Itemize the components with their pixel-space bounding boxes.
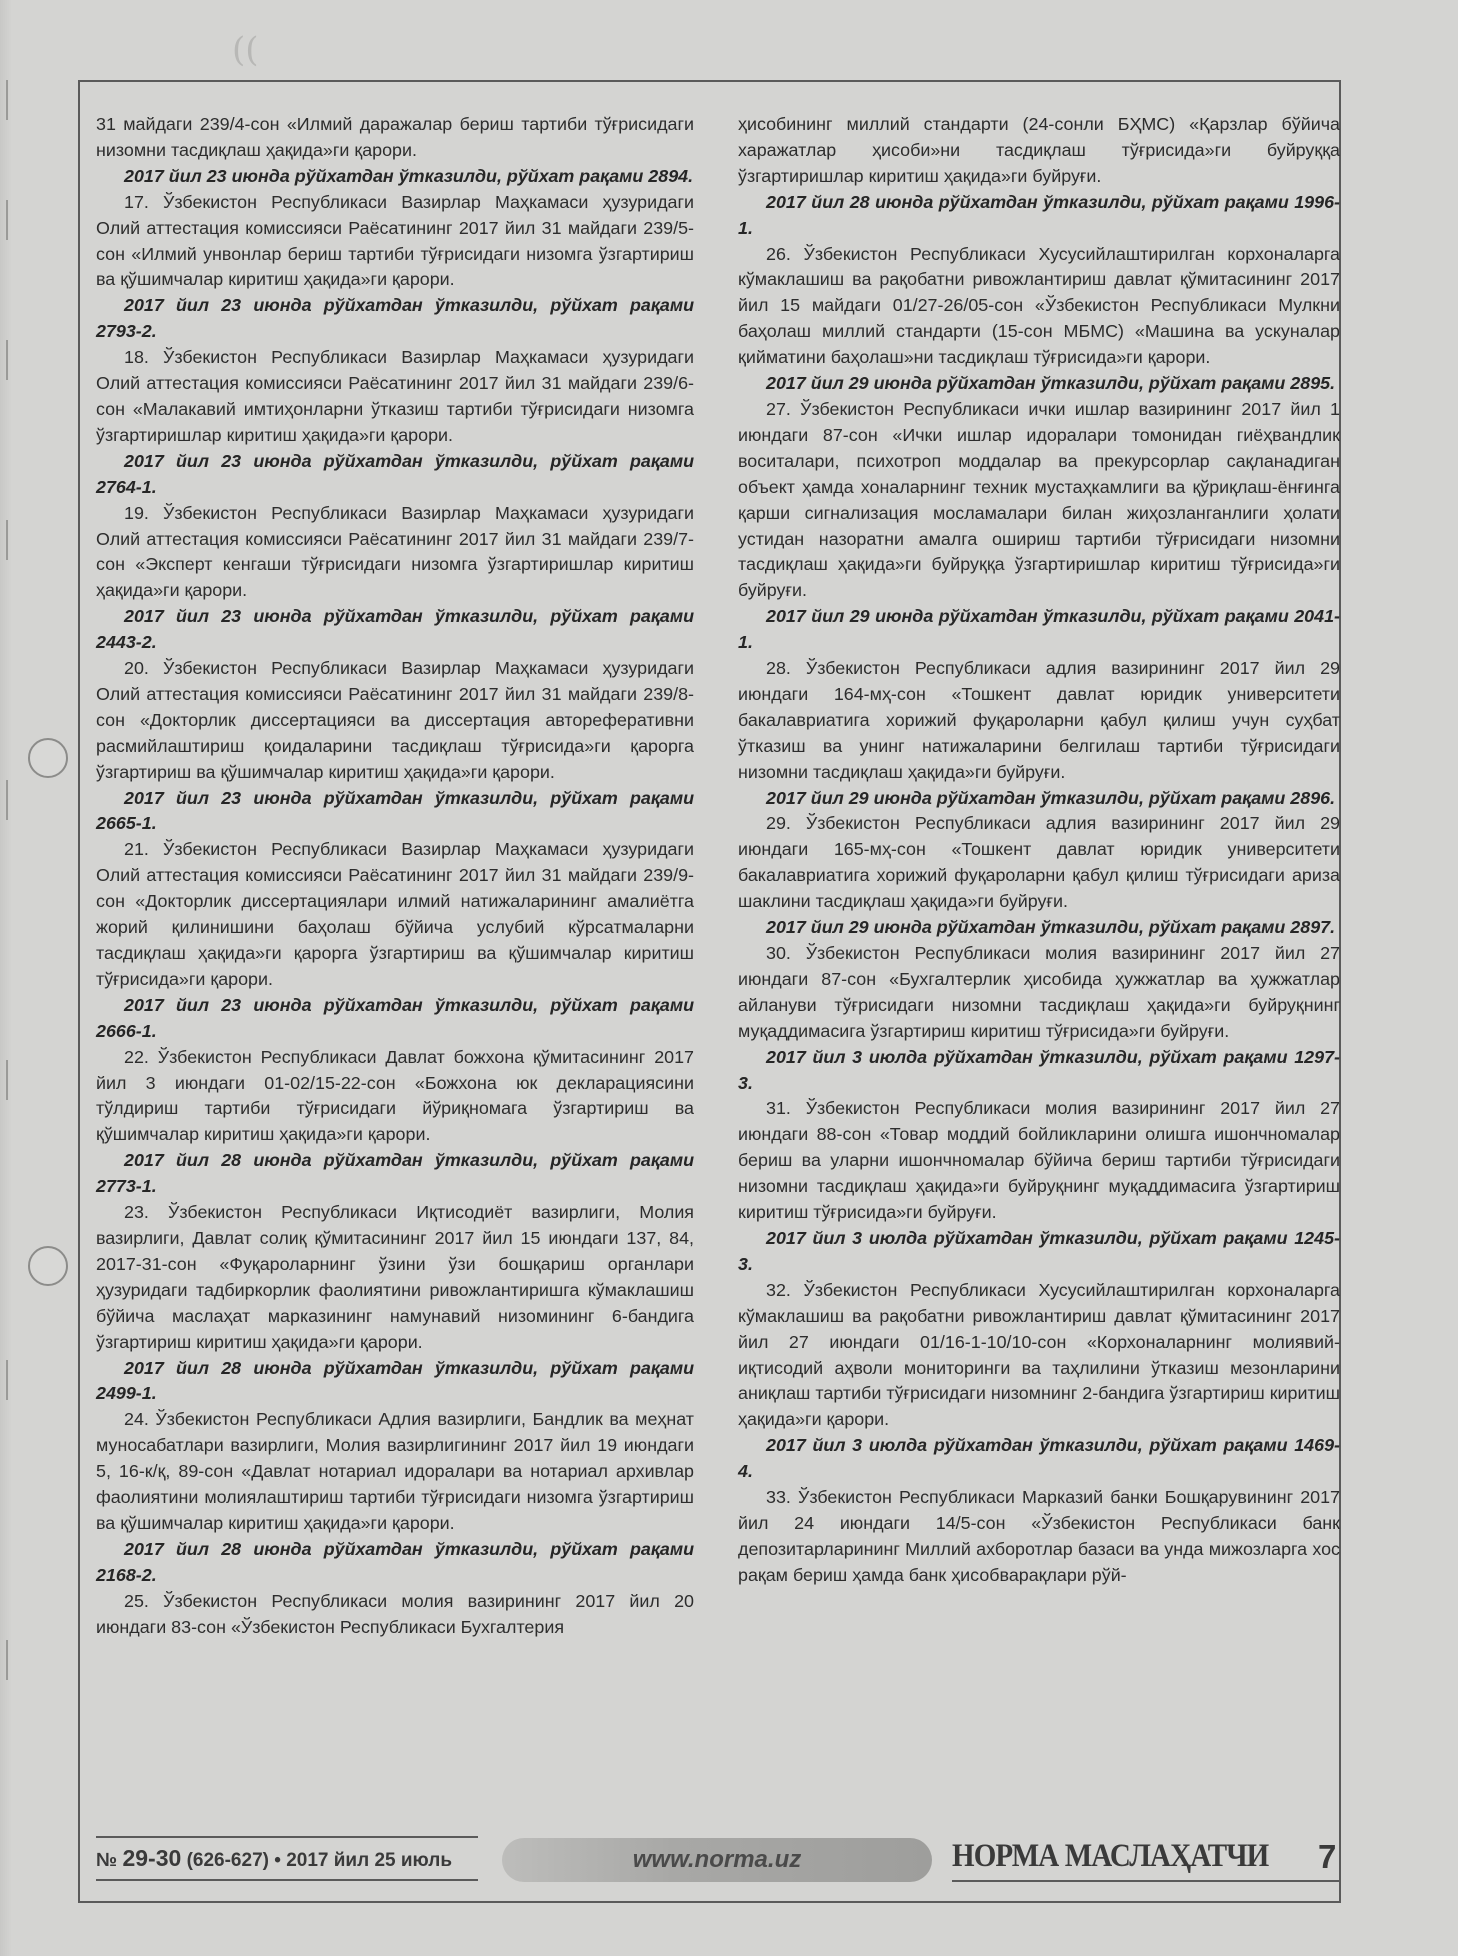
scan-tick	[6, 780, 8, 820]
continued-text: 31 майдаги 239/4-сон «Илмий даражалар бериш тартиби тўғрисидаги низомни тасдиқлаш ҳақида»ги қарори.	[96, 114, 694, 160]
registration-note: 2017 йил 29 июнда рўйхатдан ўтказилди, рўйхат рақами 2041-1.	[738, 606, 1340, 653]
document-entry: 33. Ўзбекистон Республикаси Марказий банки Бошқарувининг 2017 йил 24 июндаги 14/5-сон «Ўзбекистон Республикаси банк депозитарларининг Миллий ахборотлар базаси ва унда мижозларга хос рақам бериш ҳамда банк ҳисобварақлари рўй-	[738, 1487, 1340, 1585]
registration-note: 2017 йил 29 июнда рўйхатдан ўтказилди, рўйхат рақами 2895.	[766, 373, 1336, 394]
issue-prefix: №	[96, 1850, 118, 1871]
document-entry: 21. Ўзбекистон Республикаси Вазирлар Маҳкамаси ҳузуридаги Олий аттестация комиссияси Раёсатининг 2017 йил 31 майдаги 239/9-сон «Докторлик диссертациялари илмий натижаларининг амалиётга жорий қилинишини баҳолаш бўйича услубий кўрсатмаларни тасдиқлаш ҳақида»ги қарорга ўзгартириш ва қўшимчалар киритиш тўғрисида»ги қарори.	[96, 839, 694, 989]
footer-rule-top	[96, 1836, 478, 1838]
registration-note: 2017 йил 23 июнда рўйхатдан ўтказилди, рўйхат рақами 2894.	[124, 165, 694, 186]
registration-note: 2017 йил 28 июнда рўйхатдан ўтказилди, рўйхат рақами 2168-2.	[96, 1538, 694, 1585]
document-entry: 29. Ўзбекистон Республикаси адлия вазирининг 2017 йил 29 июндаги 165-мҳ-сон «Тошкент давлат юридик университети бакалавриатига хорижий фуқароларни қабул қилиш тўғрисидаги ариза шаклини тасдиқлаш ҳақида»ги буйруғи.	[738, 813, 1340, 912]
footer-rule-bottom	[96, 1879, 478, 1881]
binder-hole-top	[28, 738, 68, 778]
left-column	[96, 112, 694, 1640]
document-entry: 23. Ўзбекистон Республикаси Иқтисодиёт вазирлиги, Молия вазирлиги, Давлат солиқ қўмитасининг 2017 йил 15 июндаги 137, 84, 2017-31-сон «Фуқароларнинг ўзини ўзи бошқариш органлари ҳузуридаги тадбиркорлик фаолиятини ривожлантиришга кўмаклашиш бўйича маслаҳат марказининг намунавий низомининг 6-бандига ўзгартириш киритиш ҳақида»ги қарори.	[96, 1202, 694, 1352]
publication-brand: НОРМА МАСЛАҲАТЧИ	[952, 1838, 1269, 1874]
page-number: 7	[1318, 1838, 1337, 1875]
continued-text: ҳисобининг миллий стандарти (24-сонли БҲМС) «Қарзлар бўйича харажатлар ҳисоби»ни тасдиқлаш тўғрисида»ги буйруққа ўзгартиришлар киритиш ҳақида»ги буйруғи.	[738, 114, 1340, 186]
scan-tick	[6, 1360, 8, 1400]
document-entry: 30. Ўзбекистон Республикаси молия вазирининг 2017 йил 27 июндаги 87-сон «Бухгалтерлик ҳисобида ҳужжатлар ва ҳужжатлар айлануви тўғрисидаги низомни тасдиқлаш ҳақида»ги буйруқнинг муқаддимасига ўзгартириш киритиш тўғрисида»ги буйруғи.	[738, 943, 1340, 1041]
document-entry: 28. Ўзбекистон Республикаси адлия вазирининг 2017 йил 29 июндаги 164-мҳ-сон «Тошкент давлат юридик университети бакалавриатига хорижий фуқароларни қабул қилиш учун суҳбат ўтказиш ва унинг натижаларини белгилаш тартиби тўғрисидаги низомни тасдиқлаш ҳақида»ги буйруғи.	[738, 658, 1340, 782]
registration-note: 2017 йил 29 июнда рўйхатдан ўтказилди, рўйхат рақами 2897.	[766, 917, 1336, 938]
registration-note: 2017 йил 23 июнда рўйхатдан ўтказилди, рўйхат рақами 2665-1.	[96, 787, 694, 834]
issue-number: 29-30	[122, 1845, 182, 1871]
registration-note: 2017 йил 28 июнда рўйхатдан ўтказилди, рўйхат рақами 2773-1.	[96, 1150, 694, 1197]
scan-tick	[6, 340, 8, 380]
issue-separator: •	[274, 1850, 281, 1871]
scan-tick	[6, 200, 8, 240]
registration-note: 2017 йил 23 июнда рўйхатдан ўтказилди, рўйхат рақами 2666-1.	[96, 994, 694, 1041]
registration-note: 2017 йил 23 июнда рўйхатдан ўтказилди, рўйхат рақами 2443-2.	[96, 606, 694, 653]
issue-date: 2017 йил 25 июль	[286, 1850, 453, 1871]
footer-issue-info	[96, 1845, 452, 1872]
document-entry: 32. Ўзбекистон Республикаси Хусусийлаштирилган корхоналарга кўмаклашиш ва рақобатни ривожлантириш давлат қўмитасининг 2017 йил 27 июндаги 01/16-1-10/10-сон «Корхоналарнинг молиявий-иқтисодий аҳволи мониторинги ва таҳлилини ўтказиш мезонларини аниқлаш тартиби тўғрисидаги низомнинг 2-бандига ўзгартириш киритиш ҳақида»ги қарори.	[738, 1279, 1340, 1430]
right-column	[738, 112, 1340, 1589]
footer-rule-brand	[952, 1880, 1340, 1882]
issue-total: (626-627)	[186, 1850, 269, 1871]
document-entry: 18. Ўзбекистон Республикаси Вазирлар Маҳкамаси ҳузуридаги Олий аттестация комиссияси Раёсатининг 2017 йил 31 майдаги 239/6-сон «Малакавий имтиҳонларни ўтказиш тартиби тўғрисидаги низомга ўзгартиришлар киритиш ҳақида»ги қарори.	[96, 347, 694, 445]
scan-tick	[6, 1640, 8, 1680]
registration-note: 2017 йил 23 июнда рўйхатдан ўтказилди, рўйхат рақами 2793-2.	[96, 295, 694, 342]
registration-note: 2017 йил 28 июнда рўйхатдан ўтказилди, рўйхат рақами 2499-1.	[96, 1357, 694, 1404]
registration-note: 2017 йил 3 июлда рўйхатдан ўтказилди, рўйхат рақами 1245-3.	[738, 1227, 1340, 1274]
scan-tick	[6, 520, 8, 560]
document-entry: 24. Ўзбекистон Республикаси Адлия вазирлиги, Бандлик ва меҳнат муносабатлари вазирлиги, Молия вазирлигининг 2017 йил 19 июндаги 5, 16-к/қ, 89-сон «Давлат нотариал идоралари ва нотариал архивлар фаолиятини молиялаштириш тартиби тўғрисидаги низомга ўзгартириш ва қўшимчалар киритиш ҳақида»ги қарори.	[96, 1409, 694, 1533]
document-entry: 22. Ўзбекистон Республикаси Давлат божхона қўмитасининг 2017 йил 3 июндаги 01-02/15-22-сон «Божхона юк декларациясини тўлдириш тартиби тўғрисидаги йўриқномага ўзгартириш ва қўшимчалар киритиш ҳақида»ги қарори.	[96, 1046, 694, 1145]
document-entry: 31. Ўзбекистон Республикаси молия вазирининг 2017 йил 27 июндаги 88-сон «Товар моддий бойликларини олишга ишончномалар бериш ва уларни ишончномалар бўйича бериш тартиби тўғрисидаги низомни тасдиқлаш ҳақида»ги буйруқнинг муқаддимасига ўзгартириш киритиш тўғрисида»ги буйруғи.	[738, 1098, 1340, 1223]
binder-hole-bottom	[28, 1246, 68, 1286]
registration-note: 2017 йил 23 июнда рўйхатдан ўтказилди, рўйхат рақами 2764-1.	[96, 450, 694, 497]
scan-tick	[6, 1060, 8, 1100]
document-entry: 25. Ўзбекистон Республикаси молия вазирининг 2017 йил 20 июндаги 83-сон «Ўзбекистон Республикаси Бухгалтерия	[96, 1590, 694, 1637]
website-link[interactable]: www.norma.uz	[632, 1846, 802, 1873]
document-entry: 27. Ўзбекистон Республикаси ички ишлар вазирининг 2017 йил 1 июндаги 87-сон «Ички ишлар идоралари томонидан гиёҳвандлик воситалари, психотроп моддалар ва прекурсорлар сақланадиган объект ҳамда хоналарнинг техник мустаҳкамлиги ва қўриқлаш-ёнғинга қарши сигнализация мосламалари билан жиҳозланганлиги ҳолати устидан назоратни амалга ошириш тартиби тўғрисидаги низомни тасдиқлаш ҳақида»ги буйруққа ўзгартиришлар киритиш тўғрисида»ги буйруғи.	[738, 398, 1340, 601]
corner-mark: ((	[232, 30, 259, 70]
document-entry: 17. Ўзбекистон Республикаси Вазирлар Маҳкамаси ҳузуридаги Олий аттестация комиссияси Раёсатининг 2017 йил 31 майдаги 239/5-сон «Илмий унвонлар бериш тартиби тўғрисидаги низомга ўзгартириш ва қўшимчалар киритиш ҳақида»ги қарори.	[96, 191, 694, 290]
scan-tick	[6, 80, 8, 120]
document-entry: 26. Ўзбекистон Республикаси Хусусийлаштирилган корхоналарга кўмаклашиш ва рақобатни ривожлантириш давлат қўмитасининг 2017 йил 15 майдаги 01/27-26/05-сон «Ўзбекистон Республикаси Мулкни баҳолаш миллий стандарти (15-сон МБМС) «Машина ва ускуналар қийматини баҳолаш»ни тасдиқлаш тўғрисида»ги қарори.	[738, 243, 1340, 368]
document-entry: 20. Ўзбекистон Республикаси Вазирлар Маҳкамаси ҳузуридаги Олий аттестация комиссияси Раёсатининг 2017 йил 31 майдаги 239/8-сон «Докторлик диссертацияси ва диссертация автореферативни расмийлаштириш қоидаларини тасдиқлаш тўғрисида»ги қарорга ўзгартириш ва қўшимчалар киритиш ҳақида»ги қарори.	[96, 658, 694, 782]
registration-note: 2017 йил 29 июнда рўйхатдан ўтказилди, рўйхат рақами 2896.	[766, 787, 1336, 808]
registration-note: 2017 йил 3 июлда рўйхатдан ўтказилди, рўйхат рақами 1297-3.	[738, 1046, 1340, 1093]
document-entry: 19. Ўзбекистон Республикаси Вазирлар Маҳкамаси ҳузуридаги Олий аттестация комиссияси Раёсатининг 2017 йил 31 майдаги 239/7-сон «Эксперт кенгаши тўғрисидаги низомга ўзгартиришлар киритиш ҳақида»ги қарори.	[96, 502, 694, 601]
registration-note: 2017 йил 3 июлда рўйхатдан ўтказилди, рўйхат рақами 1469-4.	[738, 1435, 1340, 1482]
registration-note: 2017 йил 28 июнда рўйхатдан ўтказилди, рўйхат рақами 1996-1.	[738, 191, 1340, 238]
